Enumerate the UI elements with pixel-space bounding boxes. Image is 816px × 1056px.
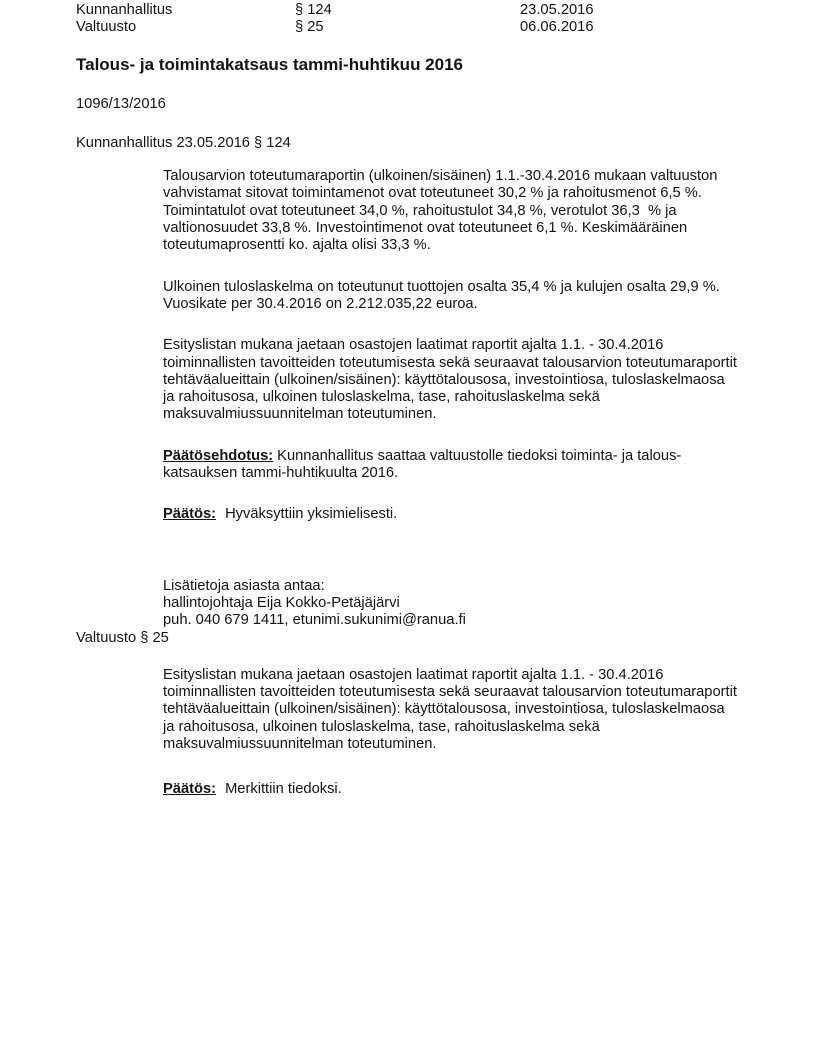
body-paragraph: Esityslistan mukana jaetaan osastojen laatimat raportit ajalta 1.1. - 30.4.2016 toiminnallisten tavoitteiden toteutumisesta sekä seuraavat talousarvion toteutumaraportit tehtäväalueittain (ulkoinen/sisäinen): käyttötalousosa, investointiosa, tuloslaskelmaosa ja rahoitusosa, ulkoinen tuloslaskelma, tase, rahoituslaskelma sekä maksuvalmiussuunnitelman toteutuminen. xyxy=(163,666,742,753)
contact-line: puh. 040 679 1411, etunimi.sukunimi@ranua.fi xyxy=(163,612,466,629)
decision-label: Päätös: xyxy=(163,506,217,523)
council-section-heading: Valtuusto § 25 xyxy=(76,629,169,646)
decision-text: Hyväksyttiin yksimielisesti. xyxy=(225,506,398,523)
proposal-label: Päätösehdotus: xyxy=(163,447,274,464)
section-number: § 25 xyxy=(295,19,324,36)
decision-text: Merkittiin tiedoksi. xyxy=(225,781,342,798)
body-paragraph: Talousarvion toteutumaraportin (ulkoinen/sisäinen) 1.1.-30.4.2016 mukaan valtuuston vahvistamat sitovat toimintamenot ovat toteutuneet 30,2 % ja rahoitusmenot 6,5 %. Toimintatulot ovat toteutuneet 34,0 %, rahoitustulot 34,8 %, verotulot 36,3 % ja valtionosuudet 33,8 %. Investointimenot ovat toteutuneet 6,1 %. Keskimääräinen toteutumaprosentti ko. ajalta olisi 33,3 %. xyxy=(163,168,722,254)
contact-line: hallintojohtaja Eija Kokko-Petäjäjärvi xyxy=(163,594,400,611)
board-section-heading: Kunnanhallitus 23.05.2016 § 124 xyxy=(76,134,291,151)
decision-paragraph xyxy=(163,506,737,523)
decision-paragraph xyxy=(163,781,737,798)
meeting-date: 06.06.2016 xyxy=(520,19,594,36)
body-paragraph: Esityslistan mukana jaetaan osastojen laatimat raportit ajalta 1.1. - 30.4.2016 toiminnallisten tavoitteiden toteutumisesta sekä seuraavat talousarvion toteutumaraportit tehtäväalueittain (ulkoinen/sisäinen): käyttötalousosa, investointiosa, tuloslaskelmaosa ja rahoitusosa, ulkoinen tuloslaskelma, tase, rahoituslaskelma sekä maksuvalmiussuunnitelman toteutuminen. xyxy=(163,337,742,423)
council-section-body xyxy=(163,666,742,799)
contact-info xyxy=(163,578,737,630)
header-row xyxy=(76,19,816,36)
proposal-paragraph xyxy=(163,448,737,483)
organ-name: Valtuusto xyxy=(76,19,137,36)
header-row xyxy=(76,2,816,19)
organ-name: Kunnanhallitus xyxy=(76,2,173,18)
case-number: 1096/13/2016 xyxy=(76,95,166,112)
decision-label: Päätös: xyxy=(163,781,217,798)
board-section-body xyxy=(163,168,742,629)
body-paragraph: Ulkoinen tuloslaskelma on toteutunut tuottojen osalta 35,4 % ja kulujen osalta 29,9 %. Vuosikate per 30.4.2016 on 2.212.035,22 euroa. xyxy=(163,278,724,312)
proposal-text: Kunnanhallitus saattaa valtuustolle tiedoksi toiminta- ja talous-katsauksen tammi-huhtikuulta 2016. xyxy=(163,447,682,482)
section-number: § 124 xyxy=(295,2,332,18)
meeting-date: 23.05.2016 xyxy=(520,2,594,18)
page-title: Talous- ja toimintakatsaus tammi-huhtikuu 2016 xyxy=(76,54,463,74)
contact-line: Lisätietoja asiasta antaa: xyxy=(163,577,325,594)
